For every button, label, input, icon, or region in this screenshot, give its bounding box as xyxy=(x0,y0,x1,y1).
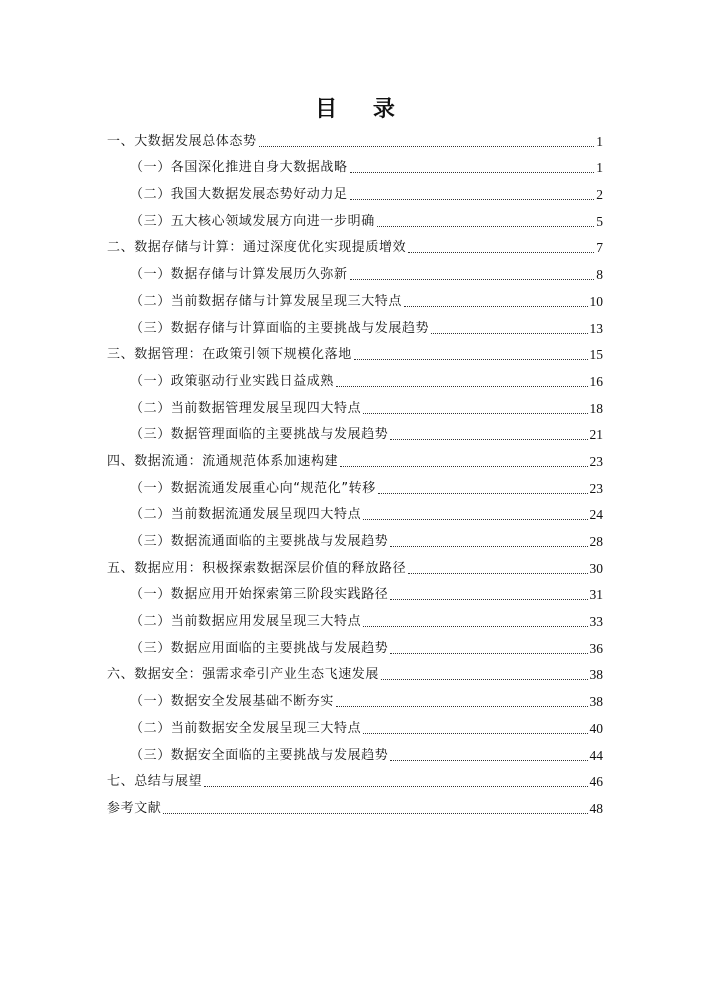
toc-page-number: 38 xyxy=(589,694,603,710)
toc-entry-title: （一）数据存储与计算发展历久弥新 xyxy=(130,267,348,283)
dot-leader xyxy=(363,733,587,734)
toc-chapter-entry[interactable] xyxy=(107,446,603,473)
dot-leader xyxy=(363,626,587,627)
toc-section-entry[interactable] xyxy=(107,713,603,740)
toc-page-number: 10 xyxy=(589,293,603,309)
dot-leader xyxy=(378,493,588,494)
toc-page-number: 31 xyxy=(589,587,603,603)
toc-entry-title: 二、数据存储与计算：通过深度优化实现提质增效 xyxy=(107,240,407,256)
toc-page-number: 5 xyxy=(596,213,603,229)
toc-entry-title: （二）当前数据流通发展呈现四大特点 xyxy=(130,507,362,523)
toc-entry-title: 四、数据流通：流通规范体系加速构建 xyxy=(107,453,339,469)
dot-leader xyxy=(350,279,595,280)
toc-page-number: 24 xyxy=(589,507,603,523)
toc-page-number: 44 xyxy=(589,747,603,763)
toc-entry-title: （一）数据安全发展基础不断夯实 xyxy=(130,694,335,710)
toc-entry-title: （二）我国大数据发展态势好动力足 xyxy=(130,187,348,203)
dot-leader xyxy=(350,199,595,200)
toc-entry-title: （三）五大核心领域发展方向进一步明确 xyxy=(130,213,375,229)
dot-leader xyxy=(336,706,587,707)
dot-leader xyxy=(390,653,587,654)
toc-section-entry[interactable] xyxy=(107,153,603,180)
toc-section-entry[interactable] xyxy=(107,420,603,447)
dot-leader xyxy=(390,599,587,600)
toc-section-entry[interactable] xyxy=(107,580,603,607)
toc-title: 目 录 xyxy=(315,97,409,122)
toc-section-entry[interactable] xyxy=(107,473,603,500)
toc-entry-title: 六、数据安全：强需求牵引产业生态飞速发展 xyxy=(107,667,380,683)
toc-entry-title: 五、数据应用：积极探索数据深层价值的释放路径 xyxy=(107,560,407,576)
dot-leader xyxy=(336,386,587,387)
dot-leader xyxy=(204,786,587,787)
toc-page-number: 40 xyxy=(589,720,603,736)
toc-chapter-entry[interactable] xyxy=(107,340,603,367)
toc-chapter-entry[interactable] xyxy=(107,126,603,153)
toc-chapter-entry[interactable] xyxy=(107,553,603,580)
toc-entry-title: （三）数据流通面临的主要挑战与发展趋势 xyxy=(130,534,389,549)
toc-page-number: 1 xyxy=(596,133,603,149)
dot-leader xyxy=(390,439,587,440)
toc-entry-title: （一）政策驱动行业实践日益成熟 xyxy=(130,373,335,389)
dot-leader xyxy=(363,413,587,414)
toc-page-number: 33 xyxy=(589,614,603,630)
toc-page-number: 28 xyxy=(589,534,603,549)
toc-section-entry[interactable] xyxy=(107,686,603,713)
toc-section-entry[interactable] xyxy=(107,179,603,206)
toc-entry-title: 一、大数据发展总体态势 xyxy=(107,133,257,149)
toc-section-entry[interactable] xyxy=(107,286,603,313)
toc-section-entry[interactable] xyxy=(107,206,603,233)
toc-page-number: 23 xyxy=(589,453,603,469)
dot-leader xyxy=(390,546,587,547)
toc-page-number: 16 xyxy=(589,373,603,389)
toc-page-number: 23 xyxy=(589,480,603,496)
toc-entry-title: 参考文献 xyxy=(107,800,162,816)
toc-entry-title: （二）当前数据应用发展呈现三大特点 xyxy=(130,614,362,630)
toc-page-number: 13 xyxy=(589,320,603,336)
toc-entry-title: （二）当前数据管理发展呈现四大特点 xyxy=(130,400,362,416)
toc-entry-title: （二）当前数据存储与计算发展呈现三大特点 xyxy=(130,293,403,309)
toc-section-entry[interactable] xyxy=(107,500,603,527)
toc-entry-title: （三）数据管理面临的主要挑战与发展趋势 xyxy=(130,427,389,443)
toc-page-number: 7 xyxy=(596,240,603,256)
toc-section-entry[interactable] xyxy=(107,526,603,553)
dot-leader xyxy=(408,573,587,574)
toc-page-number: 46 xyxy=(589,774,603,790)
toc-entry-title: （一）数据流通发展重心向“规范化”转移 xyxy=(130,480,376,496)
dot-leader xyxy=(431,333,587,334)
toc-chapter-entry[interactable] xyxy=(107,233,603,260)
toc-page-number: 18 xyxy=(589,400,603,416)
dot-leader xyxy=(377,226,594,227)
toc-page-number: 2 xyxy=(596,187,603,203)
toc-page-number: 21 xyxy=(589,427,603,443)
toc-entry-title: 三、数据管理：在政策引领下规模化落地 xyxy=(107,347,352,363)
toc-chapter-entry[interactable] xyxy=(107,767,603,794)
toc-section-entry[interactable] xyxy=(107,393,603,420)
toc-entry-title: （三）数据存储与计算面临的主要挑战与发展趋势 xyxy=(130,320,430,336)
toc-entry-title: （一）各国深化推进自身大数据战略 xyxy=(130,160,348,176)
toc-page-number: 48 xyxy=(589,800,603,816)
dot-leader xyxy=(163,813,587,814)
dot-leader xyxy=(259,146,595,147)
toc-section-entry[interactable] xyxy=(107,606,603,633)
toc-entry-title: （三）数据安全面临的主要挑战与发展趋势 xyxy=(130,747,389,763)
dot-leader xyxy=(350,172,595,173)
toc-page-number: 1 xyxy=(596,160,603,176)
toc-section-entry[interactable] xyxy=(107,259,603,286)
toc-entry-title: 七、总结与展望 xyxy=(107,774,203,790)
dot-leader xyxy=(404,306,587,307)
toc-chapter-entry[interactable] xyxy=(107,660,603,687)
toc-page-number: 36 xyxy=(589,640,603,656)
toc-list xyxy=(107,126,603,820)
dot-leader xyxy=(381,679,587,680)
toc-entry-title: （三）数据应用面临的主要挑战与发展趋势 xyxy=(130,640,389,656)
toc-page-number: 30 xyxy=(589,560,603,576)
toc-section-entry[interactable] xyxy=(107,313,603,340)
toc-page-number: 15 xyxy=(589,347,603,363)
toc-section-entry[interactable] xyxy=(107,740,603,767)
toc-section-entry[interactable] xyxy=(107,633,603,660)
toc-page-number: 8 xyxy=(596,267,603,283)
toc-section-entry[interactable] xyxy=(107,366,603,393)
toc-entry-title: （一）数据应用开始探索第三阶段实践路径 xyxy=(130,587,389,603)
dot-leader xyxy=(408,252,594,253)
toc-page-number: 38 xyxy=(589,667,603,683)
dot-leader xyxy=(390,760,587,761)
dot-leader xyxy=(363,519,587,520)
dot-leader xyxy=(354,359,588,360)
toc-entry-title: （二）当前数据安全发展呈现三大特点 xyxy=(130,720,362,736)
toc-chapter-entry[interactable] xyxy=(107,793,603,820)
dot-leader xyxy=(340,466,587,467)
